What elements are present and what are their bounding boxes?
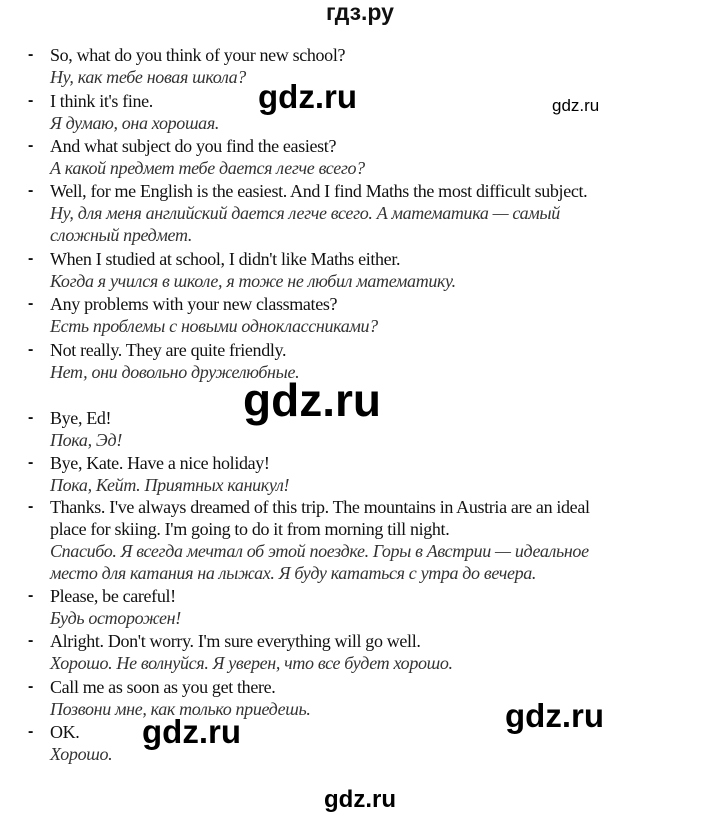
russian-translation-line: Ну, для меня английский дается легче всего. А математика — самый [50, 203, 560, 223]
dash-marker: - [28, 723, 34, 740]
entry-lines [50, 44, 670, 88]
russian-translation-line: Хорошо. [50, 744, 113, 764]
watermark: gdz.ru [552, 96, 600, 115]
dash-marker: - [28, 92, 34, 109]
dash-marker: - [28, 498, 34, 515]
watermark: gdz.ru [324, 786, 396, 813]
russian-translation-line: Пока, Эд! [50, 430, 122, 450]
dash-marker: - [28, 182, 34, 199]
english-line: Not really. They are quite friendly. [50, 340, 287, 360]
entry-lines [50, 293, 670, 337]
russian-translation-line: Позвони мне, как только приедешь. [50, 699, 311, 719]
dash-marker: - [28, 632, 34, 649]
dash-marker: - [28, 250, 34, 267]
russian-translation-line: сложный предмет. [50, 225, 192, 245]
dash-marker: - [28, 587, 34, 604]
dash-marker: - [28, 295, 34, 312]
entry-lines [50, 135, 670, 179]
english-line: Please, be careful! [50, 586, 176, 606]
entry-lines [50, 630, 670, 674]
entry-lines [50, 496, 670, 584]
russian-translation-line: Хорошо. Не волнуйся. Я уверен, что все будет хорошо. [50, 653, 453, 673]
russian-translation-line: А какой предмет тебе дается легче всего? [50, 158, 365, 178]
english-line: Alright. Don't worry. I'm sure everything will go well. [50, 631, 421, 651]
english-line: So, what do you think of your new school? [50, 45, 346, 65]
english-line: Bye, Kate. Have a nice holiday! [50, 453, 270, 473]
russian-translation-line: место для катания на лыжах. Я буду кататься с утра до вечера. [50, 563, 537, 583]
russian-translation-line: Ну, как тебе новая школа? [50, 67, 246, 87]
dash-marker: - [28, 678, 34, 695]
english-line: Call me as soon as you get there. [50, 677, 276, 697]
russian-translation-line: Я думаю, она хорошая. [50, 113, 219, 133]
entry-lines [50, 452, 670, 496]
entry-lines [50, 585, 670, 629]
watermark: gdz.ru [258, 78, 357, 115]
russian-translation-line: Есть проблемы с новыми одноклассниками? [50, 316, 378, 336]
dash-marker: - [28, 341, 34, 358]
english-line: And what subject do you find the easiest? [50, 136, 337, 156]
site-header-title: гдз.ру [326, 0, 394, 25]
russian-translation-line: Будь осторожен! [50, 608, 181, 628]
russian-translation-line: Пока, Кейт. Приятных каникул! [50, 475, 290, 495]
dash-marker: - [28, 409, 34, 426]
russian-translation-line: Нет, они довольно дружелюбные. [50, 362, 300, 382]
english-line: OK. [50, 722, 80, 742]
dash-marker: - [28, 137, 34, 154]
dash-marker: - [28, 454, 34, 471]
english-line: Bye, Ed! [50, 408, 112, 428]
english-line: Any problems with your new classmates? [50, 294, 338, 314]
english-line: Well, for me English is the easiest. And I find Maths the most difficult subject. [50, 181, 588, 201]
watermark: gdz.ru [142, 713, 241, 750]
entry-lines [50, 248, 670, 292]
entry-lines [50, 180, 670, 246]
russian-translation-line: Когда я учился в школе, я тоже не любил математику. [50, 271, 456, 291]
watermark: gdz.ru [505, 697, 604, 734]
english-line: I think it's fine. [50, 91, 153, 111]
russian-translation-line: Спасибо. Я всегда мечтал об этой поездке. Горы в Австрии — идеальное [50, 541, 589, 561]
watermark: gdz.ru [243, 374, 381, 426]
dash-marker: - [28, 46, 34, 63]
english-line: place for skiing. I'm going to do it from morning till night. [50, 519, 450, 539]
english-line: Thanks. I've always dreamed of this trip. The mountains in Austria are an ideal [50, 497, 590, 517]
english-line: When I studied at school, I didn't like Maths either. [50, 249, 401, 269]
